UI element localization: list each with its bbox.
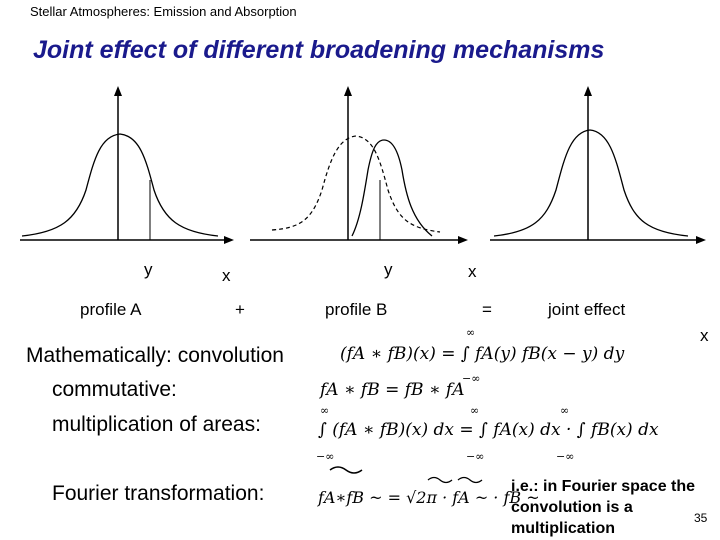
areas-upper-limit-1: ∞	[320, 404, 330, 417]
plot-b-y-label: y	[384, 260, 393, 279]
slide-title: Joint effect of different broadening mechanisms	[33, 36, 605, 64]
areas-upper-limit-3: ∞	[560, 404, 570, 417]
plot-b-x-arrow	[458, 236, 468, 244]
plot-a	[20, 86, 234, 244]
conv-upper-limit: ∞	[466, 326, 476, 339]
joint-effect-label: joint effect	[548, 300, 626, 319]
plot-b-x-label: x	[468, 262, 477, 281]
tilde-fa	[428, 478, 452, 483]
conv-lower-limit: −∞	[462, 372, 481, 385]
convolution-formula: (fA ∗ fB)(x) = ∫ fA(y) fB(x − y) dy	[340, 344, 625, 364]
plot-c	[490, 86, 706, 244]
equals-sign: =	[482, 300, 492, 319]
plot-a-y-arrow	[114, 86, 122, 96]
fourier-note: i.e.: in Fourier space the convolution is a multiplication	[511, 478, 696, 537]
plot-a-x-label: x	[222, 266, 231, 285]
areas-lower-limit-1: −∞	[316, 450, 335, 463]
profile-a-label: profile A	[80, 300, 142, 319]
fourier-line: Fourier transformation:	[52, 482, 265, 505]
mathematically-line: Mathematically: convolution	[26, 344, 284, 367]
plot-a-profile-curve	[22, 134, 218, 236]
plot-b-y-arrow	[344, 86, 352, 96]
plot-b	[250, 86, 468, 244]
commutative-line: commutative:	[52, 378, 177, 401]
plot-a-y-label: y	[144, 260, 153, 279]
areas-formula: ∫ (fA ∗ fB)(x) dx = ∫ fA(x) dx · ∫ fB(x) dx	[318, 420, 659, 440]
plot-b-dashed-profile	[272, 136, 440, 232]
plot-a-x-arrow	[224, 236, 234, 244]
plus-sign: +	[235, 300, 245, 319]
areas-lower-limit-2: −∞	[466, 450, 485, 463]
plot-c-y-arrow	[584, 86, 592, 96]
tilde-fb	[458, 478, 482, 483]
areas-upper-limit-2: ∞	[470, 404, 480, 417]
plot-b-shifted-profile	[352, 140, 432, 236]
slide-header: Stellar Atmospheres: Emission and Absorption	[30, 4, 297, 19]
areas-line: multiplication of areas:	[52, 413, 261, 436]
tilde-convolution	[330, 467, 362, 473]
fourier-formula: fA∗fB ~ = √2π · fA ~ · fB ~	[318, 488, 540, 507]
commutative-formula: fA ∗ fB = fB ∗ fA	[320, 380, 465, 400]
areas-lower-limit-3: −∞	[556, 450, 575, 463]
page-number: 35	[694, 511, 708, 525]
plot-c-x-label: x	[700, 326, 709, 345]
plot-c-x-arrow	[696, 236, 706, 244]
plot-c-joint-curve	[494, 130, 688, 236]
profile-b-label: profile B	[325, 300, 388, 319]
